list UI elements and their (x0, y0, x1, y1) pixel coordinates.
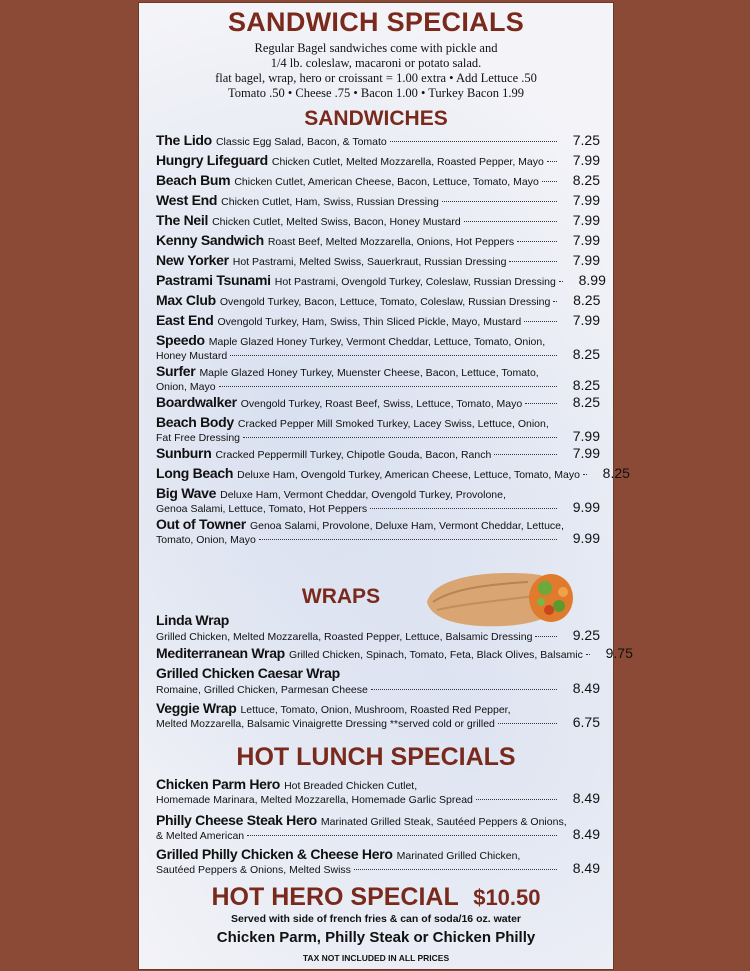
sandwich-description: Roast Beef, Melted Mozzarella, Onions, Hot Peppers (267, 236, 515, 248)
sandwich-price: 7.25 (572, 132, 600, 148)
sandwich-name: Hungry Lifeguard (156, 152, 268, 168)
sandwich-name: The Lido (156, 132, 212, 148)
sandwich-name: Beach Body (156, 414, 234, 430)
sandwich-item (156, 194, 600, 208)
sandwich-item (156, 447, 600, 461)
dot-leader (476, 799, 557, 800)
wrap-price: 6.75 (572, 714, 600, 730)
sandwich-description-cont: Tomato, Onion, Mayo (156, 534, 256, 546)
wrap-item (156, 614, 600, 643)
dot-leader (535, 636, 557, 637)
dot-leader (498, 723, 557, 724)
sandwich-name: Surfer (156, 363, 196, 379)
sandwich-name: New Yorker (156, 252, 229, 268)
intro-line: 1/4 lb. coleslaw, macaroni or potato salad. (270, 56, 482, 70)
wrap-price: 8.49 (572, 680, 600, 696)
sandwich-item (156, 272, 606, 288)
sandwich-name: Big Wave (156, 485, 217, 501)
sandwich-item (156, 465, 630, 481)
wrap-name: Linda Wrap (156, 612, 229, 628)
wrap-item (156, 667, 600, 696)
sandwich-name: Kenny Sandwich (156, 232, 264, 248)
intro-line: Tomato .50 • Cheese .75 • Bacon 1.00 • Turkey Bacon 1.99 (228, 86, 524, 100)
sandwich-price: 7.99 (572, 445, 600, 461)
hot-lunch-item (156, 814, 600, 842)
sandwich-description: Chicken Cutlet, Ham, Swiss, Russian Dressing (221, 196, 439, 208)
intro-line: flat bagel, wrap, hero or croissant = 1.00 extra • Add Lettuce .50 (215, 71, 537, 85)
sandwich-description: Hot Pastrami, Ovengold Turkey, Coleslaw, Russian Dressing (274, 276, 556, 288)
hot-lunch-description: Marinated Grilled Chicken, (396, 850, 521, 862)
sandwich-name: Max Club (156, 292, 216, 308)
sandwich-name: Long Beach (156, 465, 234, 481)
hot-lunch-title: HOT LUNCH SPECIALS (236, 743, 516, 771)
hot-lunch-name: Grilled Philly Chicken & Cheese Hero (156, 846, 393, 862)
sandwich-price: 8.25 (573, 292, 601, 308)
dot-leader (586, 654, 590, 655)
sandwich-description: Deluxe Ham, Vermont Cheddar, Ovengold Turkey, Provolone, (220, 489, 506, 501)
sandwich-price: 7.99 (572, 192, 600, 208)
hot-lunch-price: 8.49 (572, 826, 600, 842)
sandwich-description: Chicken Cutlet, Melted Swiss, Bacon, Honey Mustard (212, 216, 461, 228)
hot-lunch-price: 8.49 (572, 860, 600, 876)
dot-leader (370, 508, 557, 509)
sandwich-item (156, 134, 600, 148)
hot-lunch-description: Marinated Grilled Steak, Sautéed Peppers & Onions, (320, 816, 567, 828)
sandwich-item (156, 314, 600, 328)
hot-lunch-price: 8.49 (572, 790, 600, 806)
wrap-item (156, 645, 633, 661)
dot-leader (354, 869, 557, 870)
sandwich-price: 8.99 (578, 272, 606, 288)
sandwich-name: West End (156, 192, 218, 208)
dot-leader (259, 539, 557, 540)
sandwich-price: 7.99 (572, 232, 600, 248)
sandwich-item (156, 487, 600, 515)
wrap-price: 9.25 (572, 627, 600, 643)
sandwich-item (156, 334, 600, 362)
sandwich-description: Genoa Salami, Provolone, Deluxe Ham, Vermont Cheddar, Lettuce, (249, 520, 564, 532)
hot-lunch-item (156, 778, 600, 806)
dot-leader (219, 386, 557, 387)
sandwich-description: Ovengold Turkey, Roast Beef, Swiss, Lettuce, Tomato, Mayo (240, 398, 523, 410)
dot-leader (247, 835, 557, 836)
sandwich-price: 8.25 (572, 394, 600, 410)
sandwich-price: 8.25 (572, 377, 600, 393)
wrap-name: Veggie Wrap (156, 700, 237, 716)
sandwich-item (156, 365, 600, 393)
hot-lunch-description-cont: Sautéed Peppers & Onions, Melted Swiss (156, 864, 351, 876)
sandwich-item (156, 214, 600, 228)
sandwich-price: 7.99 (572, 428, 600, 444)
sandwich-name: East End (156, 312, 214, 328)
intro-line: Regular Bagel sandwiches come with pickle and (254, 41, 498, 55)
hot-hero-heading (139, 883, 613, 912)
sandwich-description: Hot Pastrami, Melted Swiss, Sauerkraut, Russian Dressing (232, 256, 507, 268)
wrap-description-cont: Grilled Chicken, Melted Mozzarella, Roasted Pepper, Lettuce, Balsamic Dressing (156, 631, 533, 643)
sandwich-price: 8.25 (572, 172, 600, 188)
wrap-description-cont: Melted Mozzarella, Balsamic Vinaigrette Dressing **served cold or grilled (156, 718, 495, 730)
dot-leader (525, 403, 557, 404)
dot-leader (553, 301, 557, 302)
dot-leader (547, 161, 557, 162)
sandwich-name: Beach Bum (156, 172, 231, 188)
sandwich-description: Chicken Cutlet, Melted Mozzarella, Roasted Pepper, Mayo (271, 156, 544, 168)
sandwich-price: 7.99 (572, 212, 600, 228)
wrap-price: 9.75 (605, 645, 633, 661)
sandwich-item (156, 396, 600, 410)
dot-leader (464, 221, 557, 222)
hot-lunch-description: Hot Breaded Chicken Cutlet, (284, 780, 418, 792)
hot-hero-choices: Chicken Parm, Philly Steak or Chicken Philly (216, 929, 536, 946)
sandwich-item (156, 416, 600, 444)
wrap-name: Mediterranean Wrap (156, 645, 285, 661)
sandwich-description: Chicken Cutlet, American Cheese, Bacon, Lettuce, Tomato, Mayo (234, 176, 539, 188)
sandwich-specials-intro (139, 41, 613, 101)
sandwich-description-cont: Onion, Mayo (156, 381, 216, 393)
hot-hero-price: $10.50 (473, 885, 541, 910)
sandwich-name: Sunburn (156, 445, 212, 461)
sandwich-item (156, 294, 600, 308)
sandwich-description: Ovengold Turkey, Bacon, Lettuce, Tomato, Coleslaw, Russian Dressing (219, 296, 551, 308)
sandwich-description: Deluxe Ham, Ovengold Turkey, American Cheese, Lettuce, Tomato, Mayo (237, 469, 580, 481)
hot-hero-subtitle: Served with side of french fries & can of soda/16 oz. water (231, 913, 521, 925)
sandwich-item (156, 518, 600, 546)
dot-leader (542, 181, 557, 182)
sandwich-name: Out of Towner (156, 516, 246, 532)
menu-page (138, 2, 633, 970)
dot-leader (442, 201, 557, 202)
hot-lunch-name: Chicken Parm Hero (156, 776, 281, 792)
sandwich-description-cont: Honey Mustard (156, 350, 228, 362)
sandwich-description: Maple Glazed Honey Turkey, Muenster Cheese, Bacon, Lettuce, Tomato, (199, 367, 539, 379)
sandwich-price: 8.25 (602, 465, 630, 481)
dot-leader (371, 689, 557, 690)
sandwich-item (156, 154, 600, 168)
wrap-description: Grilled Chicken, Spinach, Tomato, Feta, Black Olives, Balsamic (288, 649, 583, 661)
hot-lunch-description-cont: & Melted American (156, 830, 245, 842)
wrap-item (156, 702, 600, 730)
sandwich-item (156, 174, 600, 188)
sandwich-item (156, 234, 600, 248)
sandwich-description: Classic Egg Salad, Bacon, & Tomato (215, 136, 387, 148)
hot-hero-title: HOT HERO SPECIAL (211, 883, 459, 911)
tax-footer: TAX NOT INCLUDED IN ALL PRICES (302, 953, 450, 963)
hot-lunch-item (156, 848, 600, 876)
sandwich-description: Maple Glazed Honey Turkey, Vermont Cheddar, Lettuce, Tomato, Onion, (208, 336, 546, 348)
hot-lunch-description-cont: Homemade Marinara, Melted Mozzarella, Homemade Garlic Spread (156, 794, 473, 806)
dot-leader (243, 437, 557, 438)
sandwich-description: Cracked Peppermill Turkey, Chipotle Gouda, Bacon, Ranch (215, 449, 492, 461)
sandwich-specials-title: SANDWICH SPECIALS (227, 7, 525, 37)
dot-leader (559, 281, 563, 282)
sandwich-name: Pastrami Tsunami (156, 272, 271, 288)
sandwich-description-cont: Genoa Salami, Lettuce, Tomato, Hot Peppers (156, 503, 368, 515)
sandwich-price: 9.99 (572, 530, 600, 546)
wrap-description: Lettuce, Tomato, Onion, Mushroom, Roasted Red Pepper, (240, 704, 511, 716)
sandwich-name: The Neil (156, 212, 209, 228)
sandwich-item (156, 254, 600, 268)
wraps-title: WRAPS (301, 585, 381, 608)
sandwich-description: Ovengold Turkey, Ham, Swiss, Thin Sliced Pickle, Mayo, Mustard (217, 316, 522, 328)
sandwich-price: 8.25 (572, 346, 600, 362)
dot-leader (517, 241, 557, 242)
dot-leader (524, 321, 557, 322)
wrap-description-cont: Romaine, Grilled Chicken, Parmesan Cheese (156, 684, 368, 696)
sandwich-price: 9.99 (572, 499, 600, 515)
sandwich-price: 7.99 (572, 152, 600, 168)
dot-leader (230, 355, 557, 356)
dot-leader (494, 454, 557, 455)
sandwich-description-cont: Fat Free Dressing (156, 432, 241, 444)
sandwich-name: Boardwalker (156, 394, 237, 410)
sandwich-description: Cracked Pepper Mill Smoked Turkey, Lacey Swiss, Lettuce, Onion, (237, 418, 549, 430)
dot-leader (509, 261, 557, 262)
sandwich-price: 7.99 (572, 252, 600, 268)
dot-leader (583, 474, 587, 475)
sandwich-price: 7.99 (572, 312, 600, 328)
hot-lunch-name: Philly Cheese Steak Hero (156, 812, 317, 828)
wrap-name: Grilled Chicken Caesar Wrap (156, 665, 340, 681)
dot-leader (390, 141, 557, 142)
sandwiches-title: SANDWICHES (304, 107, 448, 130)
sandwich-name: Speedo (156, 332, 205, 348)
